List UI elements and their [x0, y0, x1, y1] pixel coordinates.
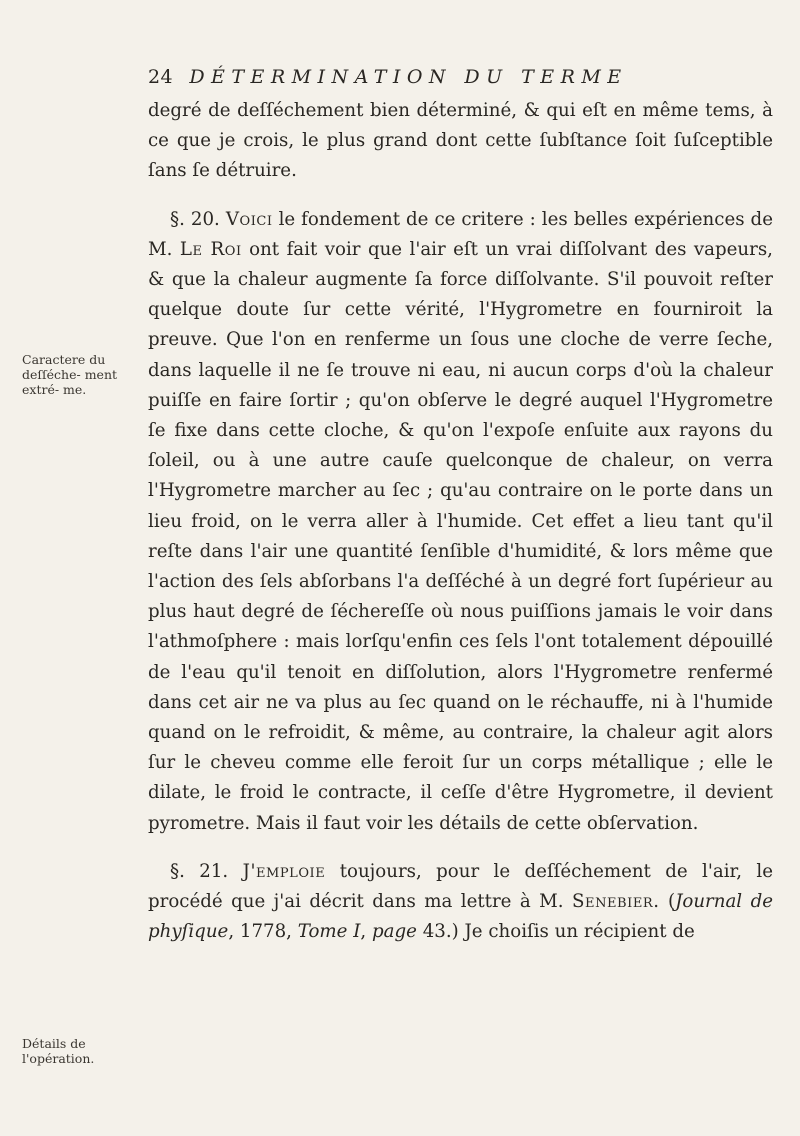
text-run: , [360, 921, 367, 943]
section-number: §. 21. [170, 860, 229, 882]
margin-note-caractere: Caractere du deſſéche- ment extré- me. [22, 352, 118, 397]
text-run: toujours, pour le deſſéchement de l'air, le procédé que j'ai décrit dans ma lettre à M. [148, 860, 773, 913]
author-name: Senebier. [572, 891, 660, 913]
page-number: 24 [148, 66, 173, 88]
paragraph-section-21 [148, 857, 773, 948]
paragraph-section-20 [148, 205, 773, 839]
running-title: DÉTERMINATION DU TERME [189, 66, 628, 88]
text-run: ( [667, 891, 676, 913]
section-number: §. 20. [170, 208, 220, 230]
paragraph-continuation: degré de deſſéchement bien déterminé, & qui eſt en même tems, à ce que je crois, le plus grand dont cette ſubſtance ſoit ſuſceptible ſans ſe détruire. [148, 100, 773, 182]
text-run: , 1778, [228, 921, 292, 943]
lead-word: Voici [225, 208, 273, 230]
text-run: ont fait voir que l'air eſt un vrai diſſolvant des vapeurs, & que la chaleur augmente ſa force diſſolvante. S'il pouvoit reſter quelque doute ſur cette vérité, l'Hygrometre en fourniroit la preuve. Que l'on en renferme un ſous une cloche de verre ſeche, dans laquelle il ne ſe trouve ni eau, ni aucun corps d'où la chaleur puiſſe en faire ſortir ; qu'on obſerve le degré auquel l'Hygrometre ſe fixe dans cette cloche, & qu'on l'expoſe enſuite aux rayons du ſoleil, ou à une autre cauſe quelconque de chaleur, on verra l'Hygrometre marcher au ſec ; qu'au contraire on le porte dans un lieu froid, on le verra aller à l'humide. Cet effet a lieu tant qu'il reſte dans l'air une quantité ſenſible d'humidité, & lors même que l'action des ſels abſorbans l'a deſſéché à un degré fort ſupérieur au plus haut degré de ſéchereſſe où nous puiſſions jamais le voir dans l'athmoſphere : mais lorſqu'enfin ces ſels l'ont totalement dépouillé de l'eau qu'il tenoit en diſſolution, alors l'Hygrometre renfermé dans cet air ne va plus au ſec quand on le réchauffe, ni à l'humide quand on le refroidit, & même, au contraire, la chaleur agit alors ſur le cheveu comme elle feroit ſur un corps métallique ; elle le dilate, le froid le contracte, il ceſſe d'être Hygrometre, il devient pyrometre. Mais il faut voir les détails de cette obſervation. [148, 238, 773, 834]
body-text [148, 96, 773, 947]
author-name: Le Roi [179, 238, 242, 260]
journal-title: Journal de phyſique [148, 891, 773, 943]
text-run: 43.) Je choiſis un récipient de [422, 921, 695, 943]
text-run: le fondement de ce critere : les belles expériences de M. [148, 208, 773, 260]
running-header [148, 66, 788, 88]
margin-note-details: Détails de l'opération. [22, 1036, 95, 1066]
lead-word: J'emploie [242, 860, 326, 882]
tome-ref: Tome I [297, 921, 361, 943]
page-ref: page [372, 921, 417, 943]
